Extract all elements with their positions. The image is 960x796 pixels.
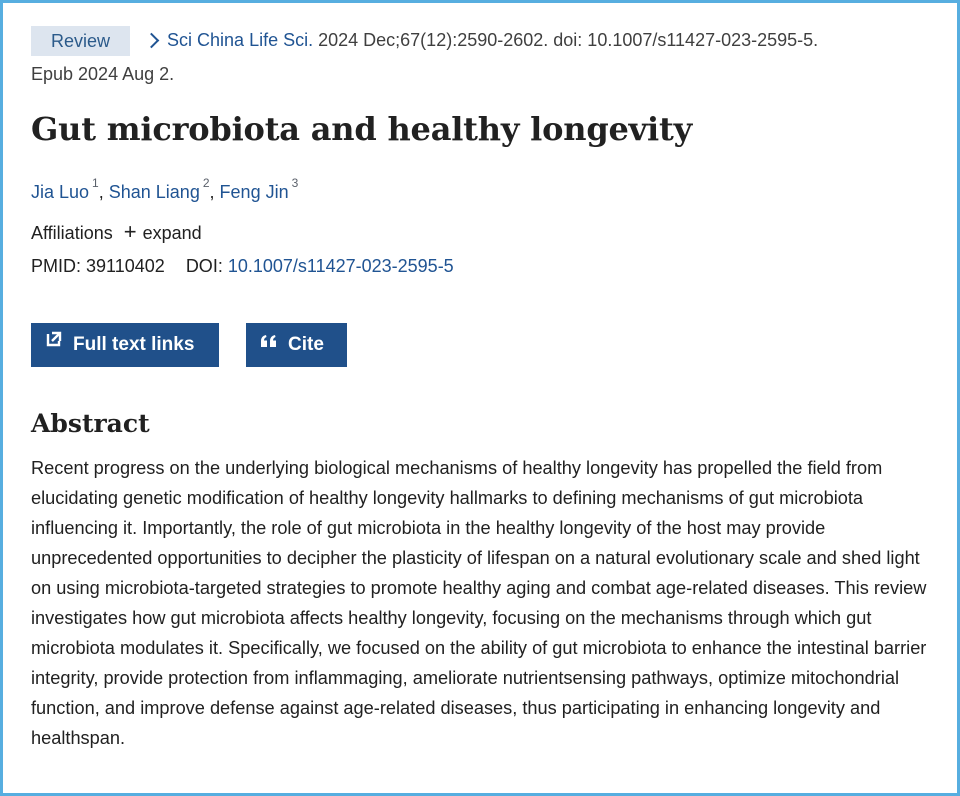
action-buttons	[31, 323, 936, 367]
citation-line	[31, 23, 936, 91]
author-link[interactable]: Jia Luo	[31, 182, 90, 202]
cite-button[interactable]	[246, 323, 347, 367]
chevron-right-icon	[144, 32, 160, 48]
author-separator: ,	[209, 182, 220, 202]
abstract-heading: Abstract	[31, 409, 150, 438]
journal-link[interactable]: Sci China Life Sci.	[167, 30, 314, 50]
citation-details: 2024 Dec;67(12):2590-2602. doi: 10.1007/s11427-023-2595-5.	[313, 30, 819, 50]
doi-label: DOI:	[185, 256, 223, 276]
cite-label: Cite	[288, 334, 324, 356]
expand-label: expand	[142, 223, 202, 243]
full-text-links-button[interactable]	[31, 323, 219, 367]
external-link-icon	[45, 321, 63, 365]
author-affiliation-number[interactable]: 2	[202, 176, 210, 190]
quote-icon	[260, 321, 278, 365]
author-link[interactable]: Feng Jin	[219, 182, 289, 202]
author-separator: ,	[98, 182, 109, 202]
author-link[interactable]: Shan Liang	[108, 182, 200, 202]
expand-affiliations-toggle[interactable]	[113, 219, 202, 244]
author-affiliation-number[interactable]: 1	[92, 176, 99, 190]
doi-link[interactable]: 10.1007/s11427-023-2595-5	[227, 256, 454, 276]
abstract-text: Recent progress on the underlying biological mechanisms of healthy longevity has propelled the field from elucidating genetic modification of healthy longevity hallmarks to defining mechanisms of gut microbiota influencing it. Importantly, the role of gut microbiota in the healthy longevity of the host may provide unprecedented opportunities to decipher the plasticity of lifespan on a natural evolutionary scale and shed light on using microbiota-targeted strategies to promote healthy aging and combat age-related diseases. This review investigates how gut microbiota affects healthy longevity, focusing on the mechanisms through which gut microbiota modulates it. Specifically, we focused on the ability of gut microbiota to enhance the intestinal barrier integrity, provide protection from inflammaging, ameliorate nutrientsensing pathways, optimize mitochondrial function, and improve defense against age-related diseases, thus participating in enhancing longevity and healthspan.	[31, 458, 927, 748]
full-text-links-label: Full text links	[73, 334, 195, 356]
author-affiliation-number[interactable]: 3	[291, 176, 299, 190]
identifiers-row	[31, 254, 936, 278]
affiliations-row	[31, 221, 936, 245]
authors-list	[31, 175, 936, 204]
plus-icon: +	[123, 219, 137, 244]
pmid-value: 39110402	[86, 256, 165, 276]
epub-date: Epub 2024 Aug 2.	[31, 64, 175, 84]
article-title: Gut microbiota and healthy longevity	[31, 110, 692, 148]
article-header	[31, 23, 936, 753]
affiliations-label: Affiliations	[31, 223, 113, 243]
publication-type-badge: Review	[31, 26, 130, 56]
pmid-label: PMID:	[31, 256, 82, 276]
